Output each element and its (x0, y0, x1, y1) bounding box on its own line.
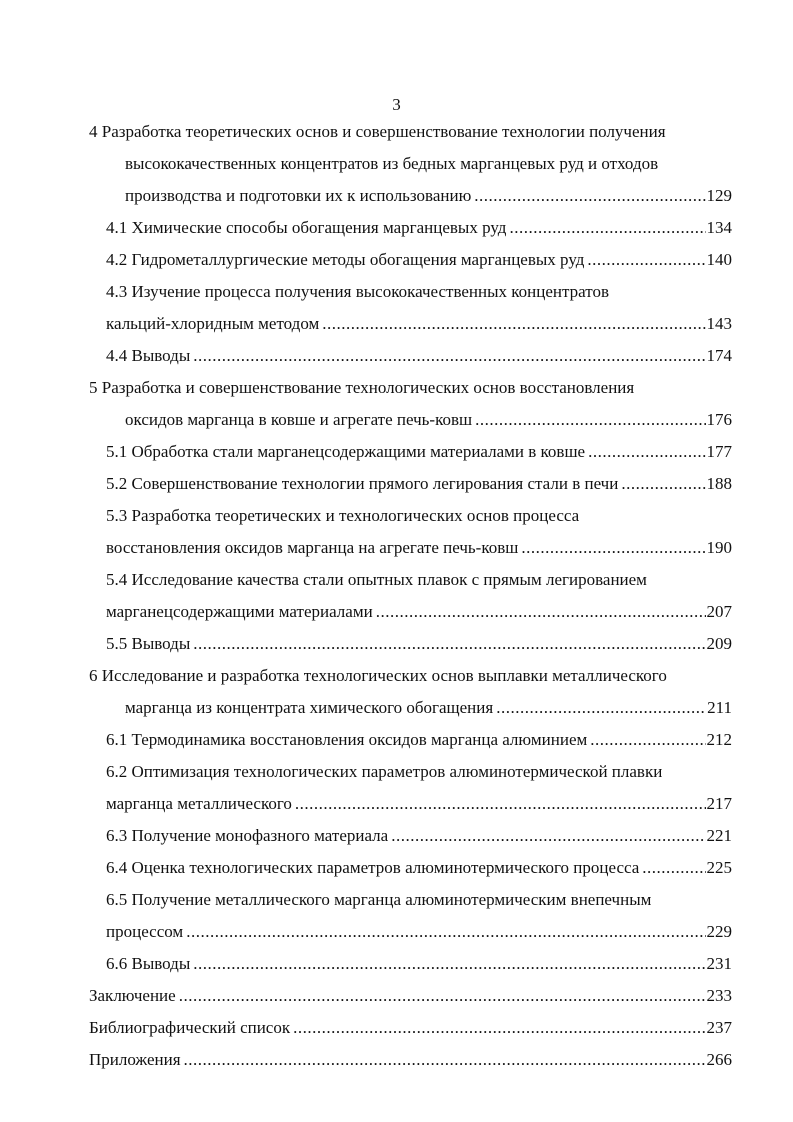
toc-entry-4[interactable] (125, 184, 732, 208)
toc-page-number: 212 (706, 730, 732, 749)
toc-page-number: 143 (706, 314, 732, 333)
toc-entry-title: кальций-хлоридным методом (106, 314, 320, 333)
toc-entry-6-5[interactable] (106, 920, 732, 944)
leader-dots (186, 920, 705, 944)
toc-entry-5-3[interactable] (106, 536, 732, 560)
toc-entry-title: 5.4 Исследование качества стали опытных плавок с прямым легированием (106, 570, 647, 589)
leader-dots (521, 536, 705, 560)
leader-dots (193, 632, 705, 656)
leader-dots (293, 1016, 705, 1040)
toc-page-number: 266 (706, 1050, 732, 1069)
toc-entry-title: 6.6 Выводы (106, 954, 191, 973)
leader-dots (642, 856, 705, 880)
toc-entry-title: оксидов марганца в ковше и агрегате печь-ковш (125, 410, 473, 429)
toc-page-number: 221 (706, 826, 732, 845)
toc-entry-title: 5.1 Обработка стали марганецсодержащими материалами в ковше (106, 442, 586, 461)
toc-entry-6-3[interactable] (106, 824, 732, 848)
toc-page-number: 190 (706, 538, 732, 557)
toc-entry-4-line1 (89, 120, 666, 144)
toc-entry-title: восстановления оксидов марганца на агрегате печь-ковш (106, 538, 519, 557)
leader-dots (179, 984, 706, 1008)
toc-entry-4-3-line1 (106, 280, 609, 304)
toc-page-number: 174 (706, 346, 732, 365)
toc-entry-appendices[interactable] (89, 1048, 732, 1072)
toc-page-number: 176 (706, 410, 732, 429)
toc-entry-5-5[interactable] (106, 632, 732, 656)
toc-page-number: 134 (706, 218, 732, 237)
toc-entry-title: 6.1 Термодинамика восстановления оксидов марганца алюминием (106, 730, 588, 749)
toc-entry-4-2[interactable] (106, 248, 732, 272)
leader-dots (322, 312, 705, 336)
toc-entry-6-1[interactable] (106, 728, 732, 752)
leader-dots (193, 344, 705, 368)
leader-dots (474, 184, 705, 208)
toc-entry-5-2[interactable] (106, 472, 732, 496)
toc-entry-title: 6 Исследование и разработка технологических основ выплавки металлического (89, 666, 667, 685)
toc-entry-title: Библиографический список (89, 1018, 291, 1037)
toc-page-number: 217 (706, 794, 732, 813)
toc-entry-6-6[interactable] (106, 952, 732, 976)
toc-page-number: 209 (706, 634, 732, 653)
leader-dots (376, 600, 706, 624)
toc-entry-6-2[interactable] (106, 792, 732, 816)
page-number: 3 (392, 95, 401, 114)
toc-entry-title: 5.2 Совершенствование технологии прямого легирования стали в печи (106, 474, 619, 493)
toc-entry-title: Приложения (89, 1050, 181, 1069)
toc-entry-title: марганца из концентрата химического обогащения (125, 698, 494, 717)
leader-dots (475, 408, 705, 432)
toc-entry-title: Заключение (89, 986, 176, 1005)
toc-page-number: 231 (706, 954, 732, 973)
toc-entry-title: 6.4 Оценка технологических параметров алюминотермического процесса (106, 858, 640, 877)
toc-page-number: 129 (706, 186, 732, 205)
toc-entry-title: 6.2 Оптимизация технологических параметров алюминотермической плавки (106, 762, 663, 781)
toc-entry-5-4[interactable] (106, 600, 732, 624)
leader-dots (509, 216, 705, 240)
toc-entry-conclusion[interactable] (89, 984, 732, 1008)
toc-entry-4-line2 (125, 152, 658, 176)
leader-dots (590, 728, 705, 752)
leader-dots (496, 696, 706, 720)
toc-entry-title: 5 Разработка и совершенствование технологических основ восстановления (89, 378, 635, 397)
leader-dots (588, 440, 705, 464)
toc-page-number: 225 (706, 858, 732, 877)
toc-entry-5-3-line1 (106, 504, 579, 528)
leader-dots (621, 472, 705, 496)
leader-dots (184, 1048, 706, 1072)
toc-entry-5[interactable] (125, 408, 732, 432)
toc-entry-title: марганца металлического (106, 794, 292, 813)
toc-page-number: 140 (706, 250, 732, 269)
toc-page-number: 233 (706, 986, 732, 1005)
toc-entry-title: процессом (106, 922, 184, 941)
toc-entry-6-4[interactable] (106, 856, 732, 880)
leader-dots (193, 952, 705, 976)
toc-entry-4-3[interactable] (106, 312, 732, 336)
toc-entry-title: высококачественных концентратов из бедных марганцевых руд и отходов (125, 154, 659, 173)
toc-entry-6-5-line1 (106, 888, 651, 912)
toc-entry-title: марганецсодержащими материалами (106, 602, 373, 621)
toc-entry-bibliography[interactable] (89, 1016, 732, 1040)
leader-dots (295, 792, 706, 816)
toc-page-number: 229 (706, 922, 732, 941)
leader-dots (587, 248, 705, 272)
toc-entry-title: 4.1 Химические способы обогащения марганцевых руд (106, 218, 507, 237)
toc-entry-6-line1 (89, 664, 667, 688)
toc-page-number: 177 (706, 442, 732, 461)
toc-entry-title: 5.3 Разработка теоретических и технологических основ процесса (106, 506, 580, 525)
toc-entry-title: 4 Разработка теоретических основ и совершенствование технологии получения (89, 122, 666, 141)
leader-dots (391, 824, 705, 848)
toc-entry-title: 4.3 Изучение процесса получения высококачественных концентратов (106, 282, 609, 301)
toc-entry-4-4[interactable] (106, 344, 732, 368)
toc-entry-title: 6.5 Получение металлического марганца алюминотермическим внепечным (106, 890, 652, 909)
toc-entry-5-line1 (89, 376, 634, 400)
toc-entry-6-2-line1 (106, 760, 662, 784)
toc-entry-title: 6.3 Получение монофазного материала (106, 826, 389, 845)
toc-entry-title: 5.5 Выводы (106, 634, 191, 653)
toc-entry-title: 4.2 Гидрометаллургические методы обогащения марганцевых руд (106, 250, 585, 269)
toc-entry-title: 4.4 Выводы (106, 346, 191, 365)
toc-entry-5-1[interactable] (106, 440, 732, 464)
toc-entry-6[interactable] (125, 696, 732, 720)
toc-page-number: 188 (706, 474, 732, 493)
toc-entry-4-1[interactable] (106, 216, 732, 240)
toc-entry-title: производства и подготовки их к использованию (125, 186, 472, 205)
toc-entry-5-4-line1 (106, 568, 647, 592)
toc-page-number: 207 (706, 602, 732, 621)
toc-page-number: 211 (707, 698, 732, 717)
toc-page-number: 237 (706, 1018, 732, 1037)
